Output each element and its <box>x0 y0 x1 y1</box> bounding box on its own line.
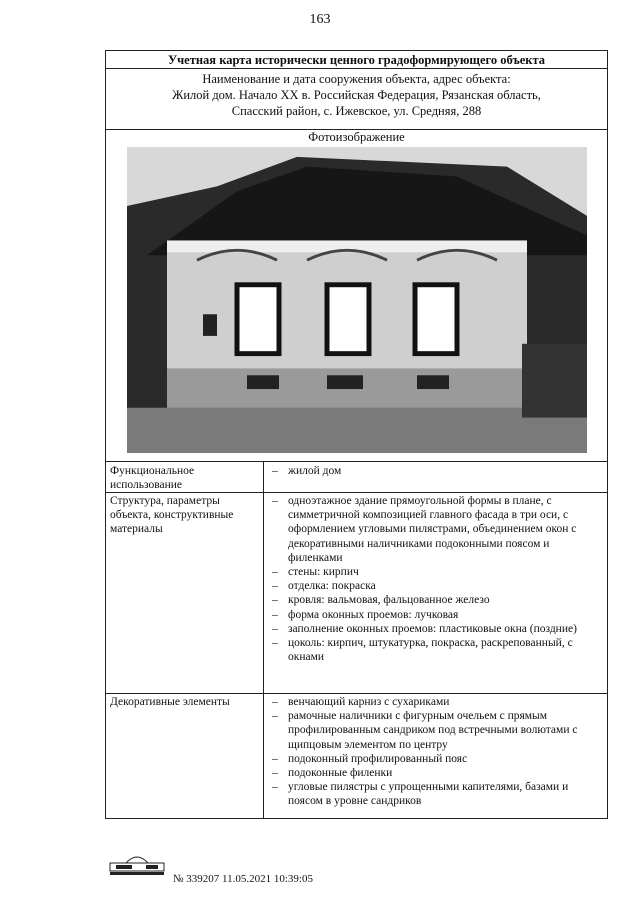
list-item: – стены: кирпич <box>270 565 603 579</box>
card-title: Учетная карта исторически ценного градоформирующего объекта <box>105 50 608 69</box>
house-photo <box>127 147 587 453</box>
list-item: – кровля: вальмовая, фальцованное железо <box>270 593 603 607</box>
list-item: – одноэтажное здание прямоугольной формы в плане, с симметричной композицией главного фасада в три оси, с оформлением угловыми пилястрами, объединением окон с декоративными наличниками подоконными поясом и филенками <box>270 494 603 565</box>
address-line: Жилой дом. Начало XX в. Российская Федерация, Рязанская область, <box>172 88 541 102</box>
table-row <box>105 693 608 819</box>
object-address <box>105 68 608 130</box>
page-number: 163 <box>309 12 331 27</box>
registration-stamp: № 339207 11.05.2021 10:39:05 <box>173 873 313 885</box>
list-item: – жилой дом <box>270 464 603 478</box>
list-item: – рамочные наличники с фигурным очельем с прямым профилированным сандриком под встречными волютами с щипцовым элементом по центру <box>270 709 603 752</box>
address-line: Спасский район, с. Ижевское, ул. Средняя, 288 <box>231 104 482 118</box>
address-line: Наименование и дата сооружения объекта, адрес объекта: <box>202 72 511 86</box>
list-item: – венчающий карниз с сухариками <box>270 695 603 709</box>
table-row <box>105 492 608 694</box>
list-item: – цоколь: кирпич, штукатурка, покраска, раскрепованный, с окнами <box>270 636 603 664</box>
photo-cell <box>105 129 608 462</box>
list-item: – подоконные филенки <box>270 766 603 780</box>
list-item: – заполнение оконных проемов: пластиковые окна (поздние) <box>270 622 603 636</box>
list-item: – угловые пилястры с упрощенными капителями, базами и поясом в уровне сандриков <box>270 780 603 808</box>
stamp-logo-icon <box>108 853 166 879</box>
table-row <box>105 462 608 493</box>
photo-label: Фотоизображение <box>106 130 607 145</box>
row-label: Структура, параметры объекта, конструктивные материалы <box>106 492 264 693</box>
list-item: – форма оконных проемов: лучковая <box>270 608 603 622</box>
list-item: – отделка: покраска <box>270 579 603 593</box>
list-item: – подоконный профилированный пояс <box>270 752 603 766</box>
row-label: Функциональное использование <box>106 462 264 492</box>
row-label: Декоративные элементы <box>106 693 264 818</box>
